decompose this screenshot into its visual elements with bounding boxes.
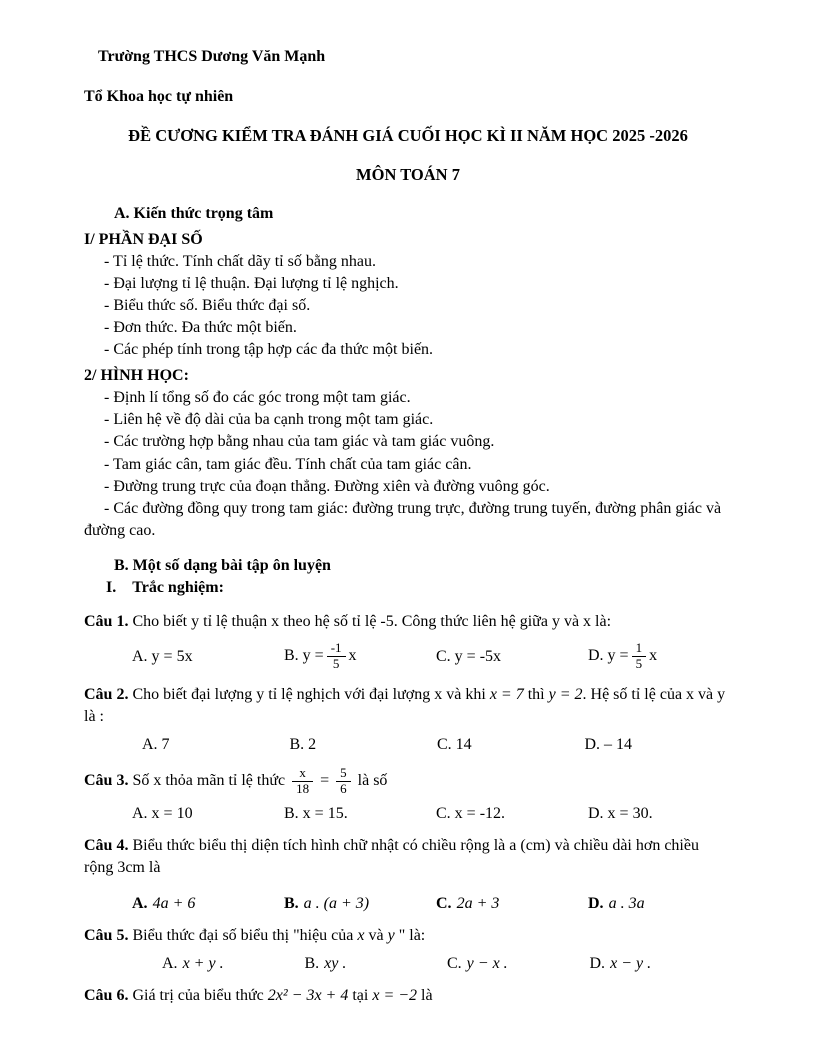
quiz-heading <box>106 577 732 599</box>
question-6-text-post: là <box>421 987 433 1005</box>
question-3-text-pre: Số x thỏa mãn tỉ lệ thức <box>132 772 286 790</box>
question-2-text-pre: Cho biết đại lượng y tỉ lệ nghịch với đại lượng x và khi <box>132 685 486 703</box>
question-2-text-mid: thì <box>527 685 545 703</box>
denominator: 18 <box>292 781 313 797</box>
option-d-suffix: x <box>649 647 658 665</box>
option-a: A. x = 10 <box>132 805 193 822</box>
quiz-numeral: I. <box>106 578 117 596</box>
option-b-prefix: B. y = <box>284 647 324 665</box>
option-d-letter: D. <box>589 955 606 973</box>
question-3-label: Câu 3. <box>84 772 129 790</box>
option-b-suffix: x <box>348 647 357 665</box>
option-c <box>436 895 588 913</box>
option-b-letter: B. <box>304 955 320 973</box>
question-3 <box>84 766 732 797</box>
option-c-value: 2a + 3 <box>456 895 500 913</box>
numerator: x <box>299 765 306 781</box>
option-a <box>132 895 284 913</box>
option-b: B. 2 <box>289 736 317 754</box>
question-6-math-1: 2x² − 3x + 4 <box>267 987 349 1005</box>
geometry-item: - Định lí tổng số đo các góc trong một tam giác. <box>104 389 411 407</box>
question-5-math-1: x <box>357 927 365 945</box>
geometry-item: - Các trường hợp bằng nhau của tam giác và tam giác vuông. <box>104 433 495 451</box>
algebra-item: - Biểu thức số. Biểu thức đại số. <box>104 297 311 314</box>
subject-title: MÔN TOÁN 7 <box>356 164 460 184</box>
question-3-text-post: là số <box>357 772 388 790</box>
question-6-math-2: x = −2 <box>372 987 418 1005</box>
option-c <box>447 955 590 973</box>
option-b <box>284 895 436 913</box>
fraction <box>292 766 313 797</box>
geometry-heading: 2/ HÌNH HỌC: <box>84 367 189 385</box>
question-4-label: Câu 4. <box>84 837 129 854</box>
option-b-value: xy . <box>324 955 347 973</box>
option-b-value: a . (a + 3) <box>303 895 370 913</box>
question-2-options <box>142 736 732 754</box>
question-6-text-pre: Giá trị của biểu thức <box>132 987 264 1005</box>
option-c-letter: C. <box>436 895 452 913</box>
question-1-text: Cho biết y tỉ lệ thuận x theo hệ số tỉ lệ -5. Công thức liên hệ giữa y và x là: <box>132 613 612 631</box>
denominator: 5 <box>632 656 647 672</box>
geometry-item: - Liên hệ về độ dài của ba cạnh trong một tam giác. <box>104 411 434 429</box>
option-c-value: y − x . <box>466 955 508 973</box>
numerator: 1 <box>635 640 643 656</box>
question-2-math-1: x = 7 <box>489 685 524 703</box>
option-c-letter: C. <box>447 955 462 973</box>
algebra-item: - Đơn thức. Đa thức một biến. <box>104 319 297 337</box>
option-a: A. y = 5x <box>132 647 193 665</box>
geometry-item: - Đường trung trực của đoạn thẳng. Đường xiên và đường vuông góc. <box>104 477 550 495</box>
option-d-prefix: D. y = <box>588 647 629 665</box>
algebra-item: - Đại lượng tỉ lệ thuận. Đại lượng tỉ lệ nghịch. <box>104 274 399 292</box>
section-b-heading: B. Một số dạng bài tập ôn luyện <box>114 556 331 574</box>
equals-sign: = <box>320 772 330 790</box>
question-4 <box>84 835 732 879</box>
option-c: C. x = -12. <box>436 805 506 822</box>
fraction <box>336 766 351 797</box>
fraction <box>327 641 346 672</box>
option-a: A. 7 <box>142 736 170 754</box>
option-d <box>590 955 733 973</box>
geometry-item: - Tam giác cân, tam giác đều. Tính chất của tam giác cân. <box>104 455 472 473</box>
option-b <box>284 641 436 672</box>
section-a-heading: A. Kiến thức trọng tâm <box>114 204 274 222</box>
question-2-label: Câu 2. <box>84 685 129 703</box>
option-a-letter: A. <box>162 955 178 973</box>
algebra-item: - Các phép tính trong tập hợp các đa thức một biến. <box>104 341 434 359</box>
question-5-math-2: y <box>387 927 395 945</box>
option-d-value: x − y . <box>610 955 652 973</box>
question-4-text: Biểu thức biểu thị diện tích hình chữ nhật có chiều rộng là a (cm) và chiều dài hơn chiều rộng 3cm là <box>84 837 699 877</box>
question-1-label: Câu 1. <box>84 613 129 631</box>
option-b <box>305 955 448 973</box>
question-5-text-post: " là: <box>398 927 426 945</box>
quiz-heading-label: Trắc nghiệm: <box>132 578 224 596</box>
option-a-letter: A. <box>132 895 148 913</box>
question-5-text-mid: và <box>368 927 384 945</box>
question-1 <box>84 611 732 633</box>
option-d-value: a . 3a <box>608 895 645 913</box>
question-1-options <box>132 641 732 672</box>
document-title: ĐỀ CƯƠNG KIỂM TRA ĐÁNH GIÁ CUỐI HỌC KÌ II NĂM HỌC 2025 -2026 <box>128 126 688 146</box>
school-name: Trường THCS Dương Văn Mạnh <box>98 48 326 65</box>
option-d: D. x = 30. <box>588 805 653 822</box>
option-a-value: x + y . <box>182 955 224 973</box>
question-6-label: Câu 6. <box>84 987 129 1005</box>
question-5-text-pre: Biểu thức đại số biểu thị "hiệu của <box>132 927 354 945</box>
question-5-label: Câu 5. <box>84 927 129 945</box>
option-d <box>588 895 645 913</box>
option-d-letter: D. <box>588 895 604 913</box>
algebra-heading: I/ PHẦN ĐẠI SỐ <box>84 230 203 248</box>
question-5-options <box>162 955 732 973</box>
denominator: 5 <box>327 656 346 672</box>
department-name: Tổ Khoa học tự nhiên <box>84 88 234 106</box>
question-2-text-post: . Hệ số tỉ lệ của x và y là : <box>84 685 726 726</box>
question-6 <box>84 985 732 1007</box>
option-a <box>162 955 305 973</box>
option-a-value: 4a + 6 <box>152 895 196 913</box>
algebra-item: - Tỉ lệ thức. Tính chất dãy tỉ số bằng nhau. <box>104 252 377 270</box>
geometry-item: - Các đường đồng quy trong tam giác: đường trung trực, đường trung tuyến, đường phân giác và đường cao. <box>84 499 722 539</box>
fraction <box>632 641 647 672</box>
question-5 <box>84 925 732 947</box>
numerator: 5 <box>340 765 347 781</box>
option-d <box>588 641 657 672</box>
option-d: D. – 14 <box>584 736 633 754</box>
option-b: B. x = 15. <box>284 805 348 822</box>
option-c: C. 14 <box>437 736 472 754</box>
question-4-options <box>132 895 732 913</box>
question-3-options <box>132 805 732 823</box>
numerator: -1 <box>330 640 342 656</box>
denominator: 6 <box>336 781 351 797</box>
question-2-math-2: y = 2 <box>548 685 583 703</box>
option-c: C. y = -5x <box>436 647 502 665</box>
question-2 <box>84 684 732 728</box>
option-b-letter: B. <box>284 895 299 913</box>
question-6-text-mid: tại <box>352 987 369 1005</box>
